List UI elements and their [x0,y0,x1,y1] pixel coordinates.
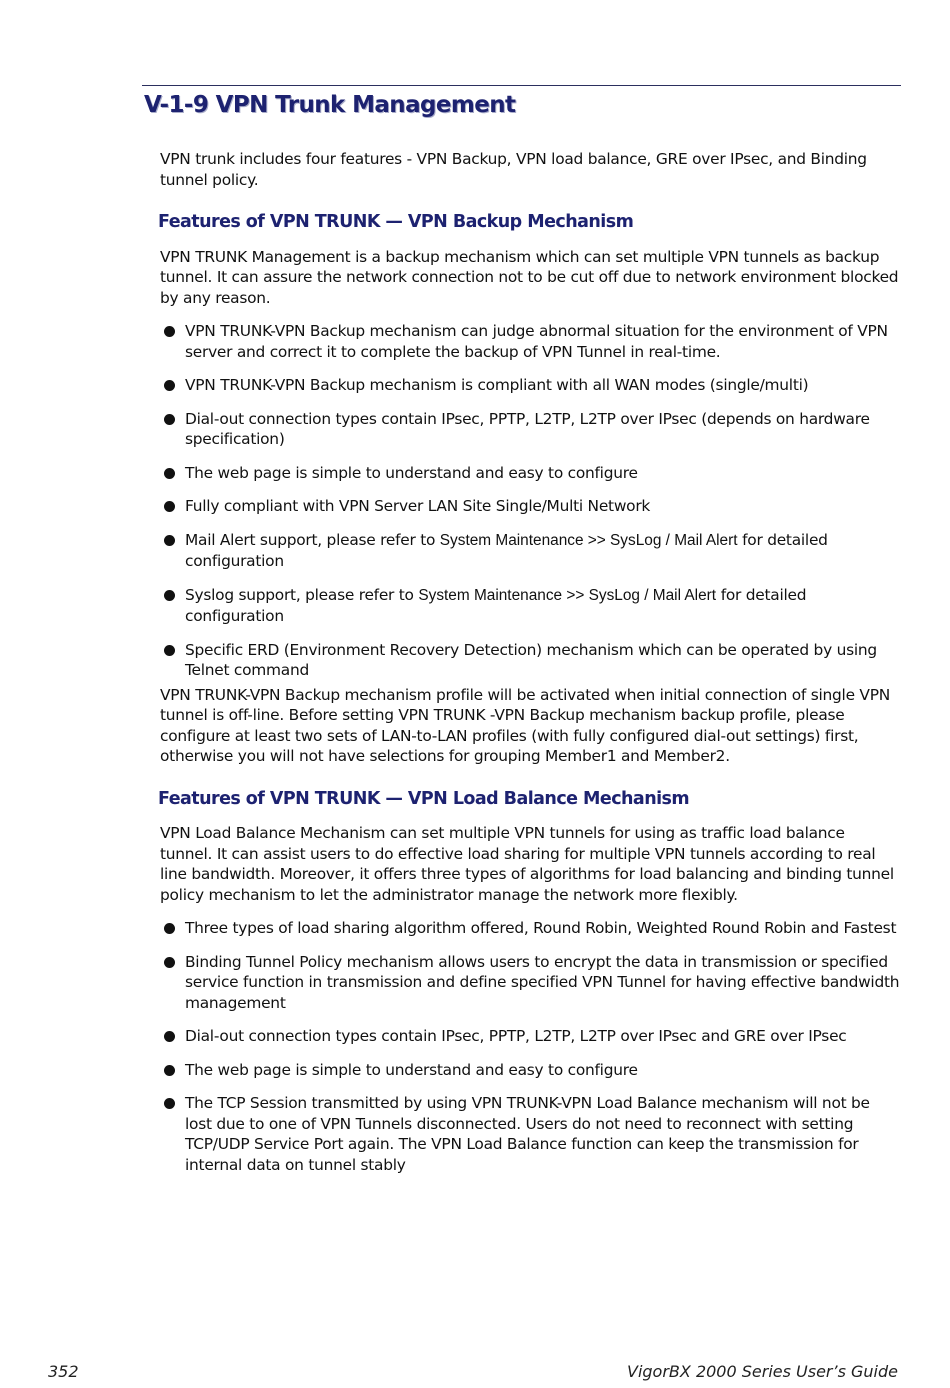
intro-paragraph: VPN trunk includes four features - VPN Backup, VPN load balance, GRE over IPsec, and Binding tunnel policy. [160,150,867,189]
page-title: V-1-9 VPN Trunk Management [144,92,516,118]
list-item-syslog: Syslog support, please refer to System Maintenance >> SysLog / Mail Alert for detailed configuration [160,585,900,627]
load-balance-description: VPN Load Balance Mechanism can set multiple VPN tunnels for using as traffic load balance tunnel. It can assist users to do effective load sharing for multiple VPN tunnels according to real line bandwidth. Moreover, it offers three types of algorithms for load balancing and binding tunnel policy mechanism to let the administrator manage the network more flexibly. [160,824,894,904]
list-item: The web page is simple to understand and easy to configure [160,463,900,484]
list-item: The TCP Session transmitted by using VPN TRUNK-VPN Load Balance mechanism will not be lost due to one of VPN Tunnels disconnected. Users do not need to reconnect with setting TCP/UDP Service Port again. The VPN Load Balance function can keep the transmission for internal data on tunnel stably [160,1093,900,1175]
bullet-icon [164,923,175,934]
bullet-icon [164,957,175,968]
list-item: Specific ERD (Environment Recovery Detection) mechanism which can be operated by using Telnet command [160,640,900,681]
list-item: VPN TRUNK-VPN Backup mechanism can judge abnormal situation for the environment of VPN server and correct it to complete the backup of VPN Tunnel in real-time. [160,321,900,362]
bullet-icon [164,535,175,546]
bullet-icon [164,1031,175,1042]
document-body [160,149,900,1188]
list-item: Dial-out connection types contain IPsec, PPTP, L2TP, L2TP over IPsec and GRE over IPsec [160,1026,900,1047]
load-balance-feature-list [160,918,900,1175]
menu-path-reference: System Maintenance >> SysLog / Mail Alert [418,586,717,604]
header-rule [142,85,901,86]
bullet-icon [164,326,175,337]
list-item: Three types of load sharing algorithm offered, Round Robin, Weighted Round Robin and Fastest [160,918,900,939]
guide-title: VigorBX 2000 Series User’s Guide [627,1362,898,1381]
backup-heading: Features of VPN TRUNK — VPN Backup Mechanism [158,212,634,232]
list-item-mail-alert: Mail Alert support, please refer to System Maintenance >> SysLog / Mail Alert for detailed configuration [160,530,900,572]
list-item: Binding Tunnel Policy mechanism allows users to encrypt the data in transmission or specified service function in transmission and define specified VPN Tunnel for having effective bandwidth management [160,952,900,1014]
list-item: The web page is simple to understand and easy to configure [160,1060,900,1081]
load-balance-heading: Features of VPN TRUNK — VPN Load Balance Mechanism [158,788,690,809]
bullet-icon [164,468,175,479]
backup-description: VPN TRUNK Management is a backup mechanism which can set multiple VPN tunnels as backup tunnel. It can assure the network connection not to be cut off due to network environment blocked by any reason. [160,247,899,307]
bullet-icon [164,501,175,512]
list-item: Dial-out connection types contain IPsec, PPTP, L2TP, L2TP over IPsec (depends on hardware specification) [160,409,900,450]
list-item: Fully compliant with VPN Server LAN Site Single/Multi Network [160,496,900,517]
menu-path-reference: System Maintenance >> SysLog / Mail Alert [439,531,738,549]
backup-feature-list [160,321,900,681]
list-item: VPN TRUNK-VPN Backup mechanism is compliant with all WAN modes (single/multi) [160,375,900,396]
bullet-icon [164,590,175,601]
backup-closing-paragraph: VPN TRUNK-VPN Backup mechanism profile will be activated when initial connection of single VPN tunnel is off-line. Before setting VPN TRUNK -VPN Backup mechanism backup profile, please configure at least two sets of LAN-to-LAN profiles (with fully configured dial-out settings) first, otherwise you will not have selections for grouping Member1 and Member2. [160,685,891,765]
page-number: 352 [48,1362,79,1381]
bullet-icon [164,1065,175,1076]
bullet-icon [164,645,175,656]
bullet-icon [164,1098,175,1109]
bullet-icon [164,414,175,425]
bullet-icon [164,380,175,391]
